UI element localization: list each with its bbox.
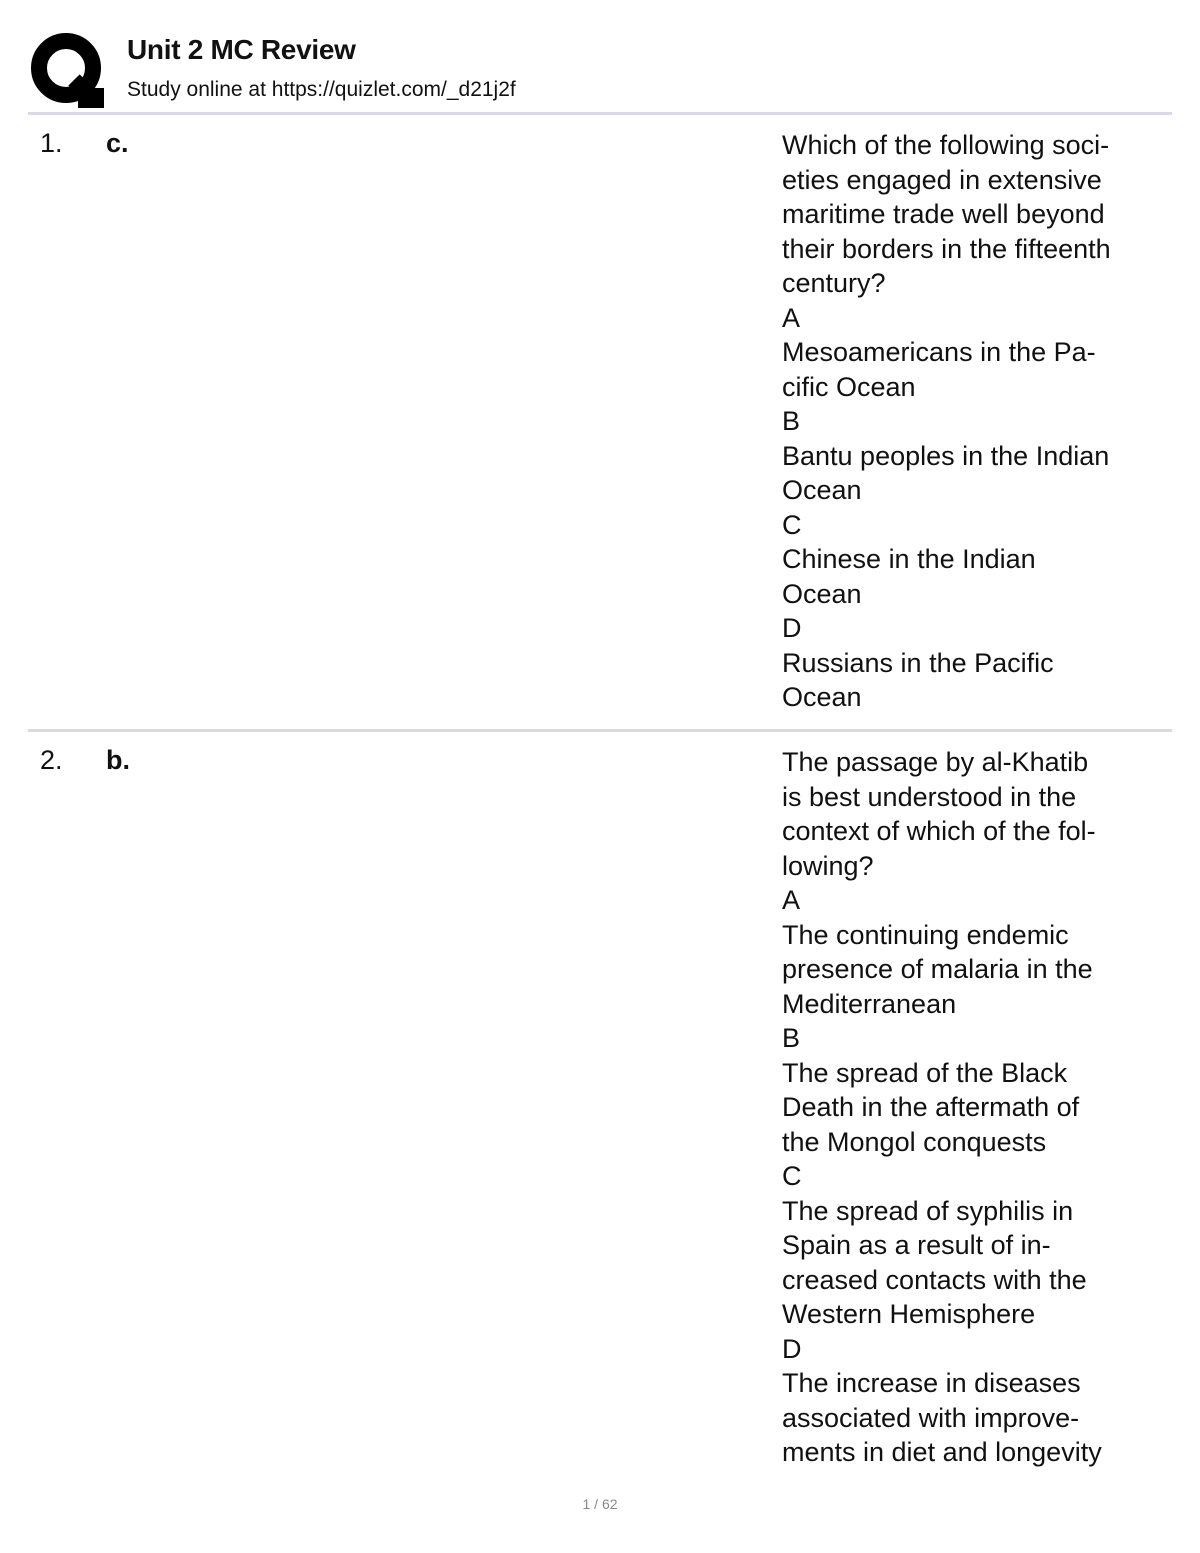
card-answer: c. (106, 128, 129, 158)
study-online-link[interactable]: Study online at https://quizlet.com/_d21j2f (127, 78, 516, 101)
quizlet-q-logo-icon (30, 32, 106, 108)
page-header (30, 30, 1172, 112)
page-title: Unit 2 MC Review (127, 34, 356, 65)
card-question: Which of the following soci- eties engaged in extensive maritime trade well beyond their borders in the fifteenth century? A Mesoamericans in the Pa- cific Ocean B Bantu peoples in the Indian Ocean C Chinese in the Indian Ocean D Russians in the Pacific Ocean (782, 130, 1111, 712)
card-question: The passage by al-Khatib is best understood in the context of which of the fol- lowing? A The continuing endemic presence of malaria in the Mediterranean B The spread of the Black Death in the aftermath of the Mongol conquests C The spread of syphilis in Spain as a result of in- creased contacts with the Western Hemisphere D The increase in diseases associated with improve- ments in diet and longevity (782, 747, 1102, 1467)
card-number: 2. (40, 745, 63, 775)
page-indicator: 1 / 62 (582, 1496, 618, 1512)
card-divider (28, 729, 1172, 732)
card-answer: b. (106, 745, 130, 775)
header-divider (28, 112, 1172, 115)
card-number: 1. (40, 128, 63, 158)
